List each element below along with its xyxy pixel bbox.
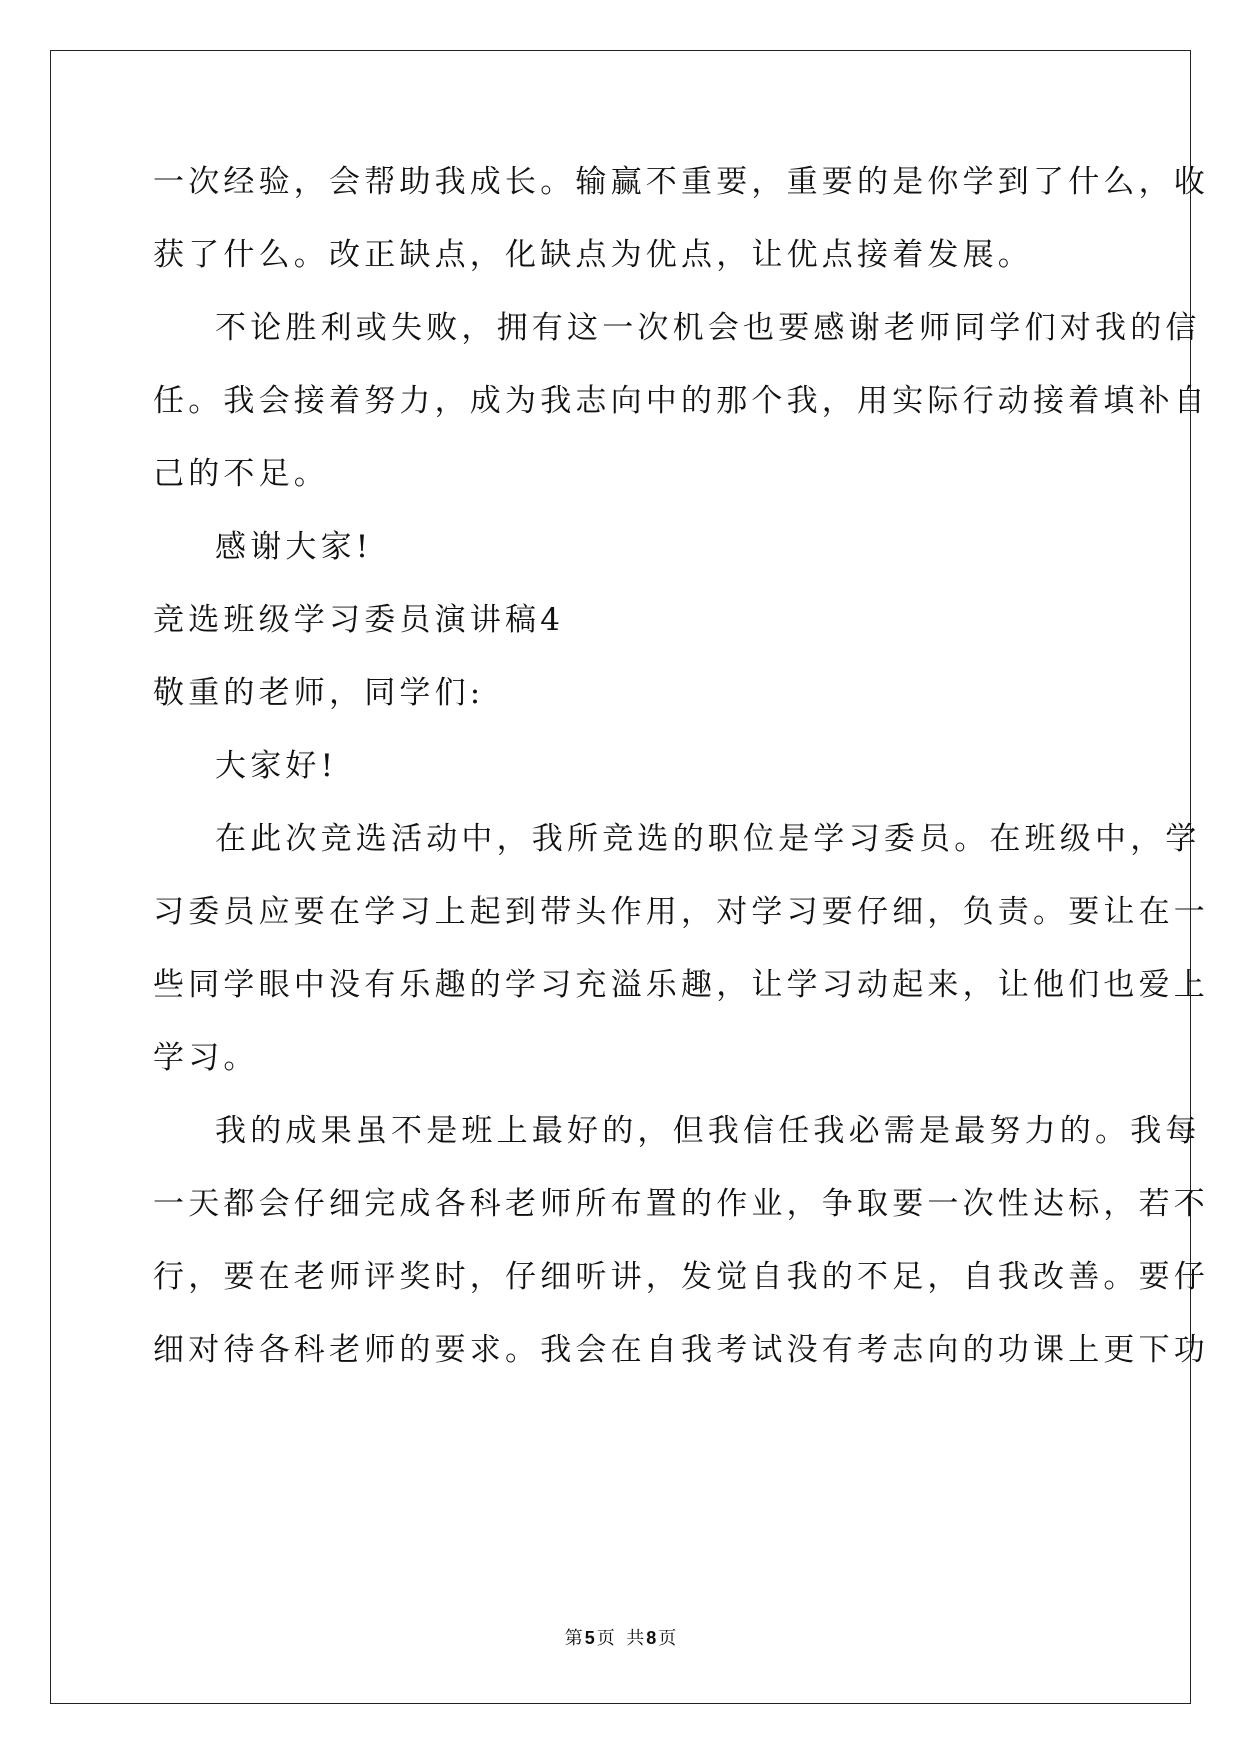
paragraph-line: 任。我会接着努力，成为我志向中的那个我，用实际行动接着填补自 [153, 383, 1209, 419]
footer-middle: 页 共 [596, 1628, 645, 1649]
section-heading: 竞选班级学习委员演讲稿4 [153, 602, 565, 638]
page-footer [0, 1626, 1241, 1651]
greeting: 大家好! [215, 748, 338, 784]
total-pages-number: 8 [646, 1628, 657, 1648]
footer-suffix: 页 [658, 1628, 677, 1649]
page-border [50, 50, 1191, 1704]
paragraph-line: 我的成果虽不是班上最好的，但我信任我必需是最努力的。我每 [215, 1113, 1201, 1149]
paragraph-line: 在此次竞选活动中，我所竞选的职位是学习委员。在班级中，学 [215, 821, 1201, 857]
salutation: 敬重的老师，同学们: [153, 675, 485, 711]
paragraph-line: 一次经验，会帮助我成长。输赢不重要，重要的是你学到了什么，收 [153, 164, 1209, 200]
paragraph-line: 习委员应要在学习上起到带头作用，对学习要仔细，负责。要让在一 [153, 894, 1209, 930]
paragraph-line: 些同学眼中没有乐趣的学习充溢乐趣，让学习动起来，让他们也爱上 [153, 967, 1209, 1003]
paragraph-line: 一天都会仔细完成各科老师所布置的作业，争取要一次性达标，若不 [153, 1186, 1209, 1222]
paragraph-line: 己的不足。 [153, 456, 329, 492]
paragraph-line: 获了什么。改正缺点，化缺点为优点，让优点接着发展。 [153, 237, 1033, 273]
paragraph-line: 学习。 [153, 1040, 259, 1076]
paragraph-line: 不论胜利或失败，拥有这一次机会也要感谢老师同学们对我的信 [215, 310, 1201, 346]
paragraph-line: 感谢大家! [215, 529, 373, 565]
paragraph-line: 细对待各科老师的要求。我会在自我考试没有考志向的功课上更下功 [153, 1332, 1209, 1368]
current-page-number: 5 [584, 1628, 595, 1648]
footer-prefix: 第 [564, 1628, 583, 1649]
paragraph-line: 行，要在老师评奖时，仔细听讲，发觉自我的不足，自我改善。要仔 [153, 1259, 1209, 1295]
